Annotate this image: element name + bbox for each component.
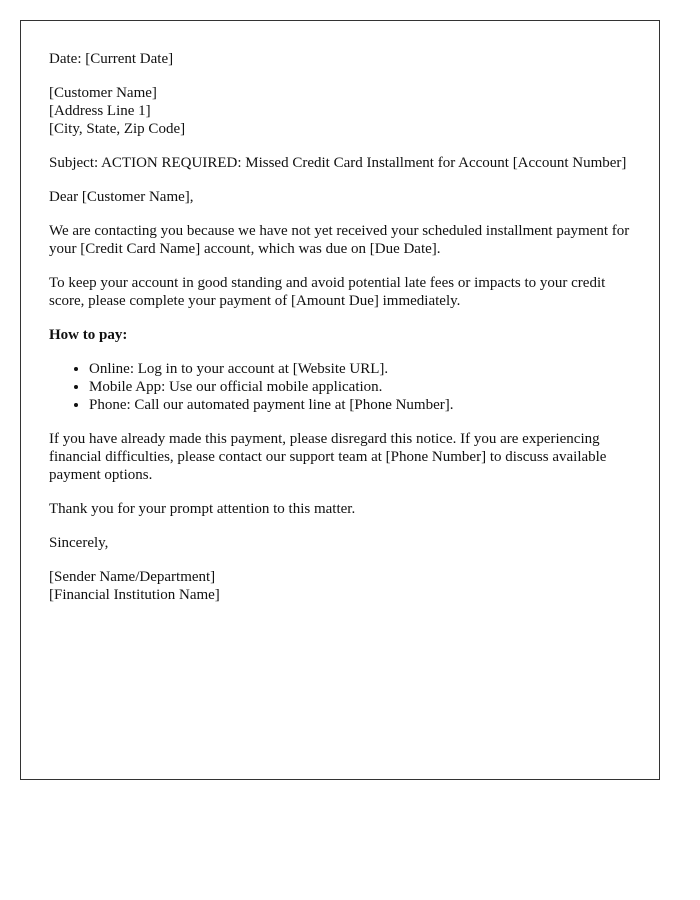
how-to-pay-heading: How to pay: [49,327,128,343]
recipient-address-block [49,84,631,138]
body-paragraph-already-paid: If you have already made this payment, please disregard this notice. If you are experiencing financial difficulties, please contact our support team at [Phone Number] to discuss available payment options. [49,431,607,483]
recipient-city-state-zip: [City, State, Zip Code] [49,121,186,137]
payment-methods-list [49,360,631,414]
recipient-name: [Customer Name] [49,85,157,101]
salutation: Dear [Customer Name], [49,189,194,205]
letter-page [20,20,660,780]
payment-method-online: • Online: Log in to your account at [Website URL]. [89,360,631,378]
body-paragraph-thank-you: Thank you for your prompt attention to this matter. [49,501,356,517]
body-paragraph-missed-payment: We are contacting you because we have not yet received your scheduled installment payment for your [Credit Card Name] account, which was due on [Due Date]. [49,223,630,257]
sender-name-department: [Sender Name/Department] [49,569,216,585]
body-paragraph-good-standing: To keep your account in good standing and avoid potential late fees or impacts to your credit score, please complete your payment of [Amount Due] immediately. [49,275,606,309]
closing: Sincerely, [49,535,109,551]
sender-institution: [Financial Institution Name] [49,587,220,603]
recipient-address-line-1: [Address Line 1] [49,103,151,119]
sender-signature-block [49,568,631,604]
payment-method-phone: • Phone: Call our automated payment line at [Phone Number]. [89,396,631,414]
payment-method-mobile-app: • Mobile App: Use our official mobile application. [89,378,631,396]
date-line: Date: [Current Date] [49,51,174,67]
subject-line: Subject: ACTION REQUIRED: Missed Credit Card Installment for Account [Account Number] [49,155,627,171]
